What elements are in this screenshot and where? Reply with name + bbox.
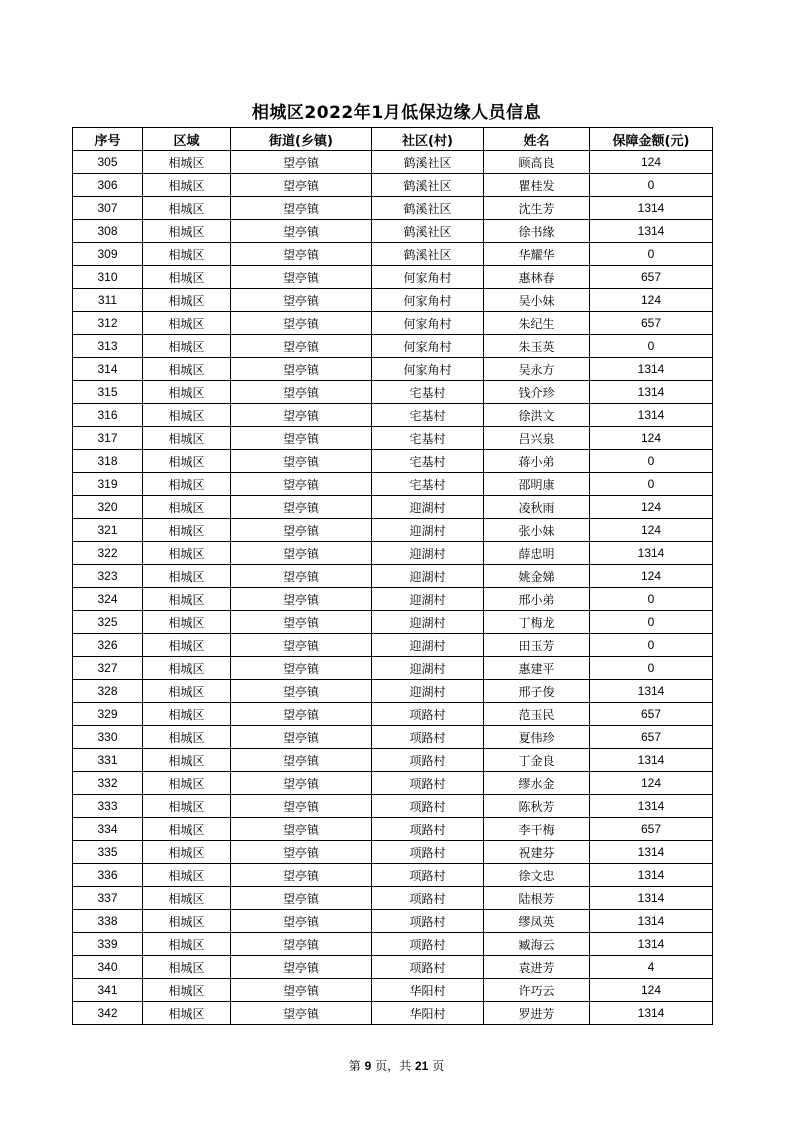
cell-community: 项路村: [372, 749, 484, 772]
cell-community: 迎湖村: [372, 657, 484, 680]
table-row: [73, 450, 713, 473]
cell-amount: 124: [590, 496, 713, 519]
table-row: [73, 1002, 713, 1025]
cell-name: 缪水金: [484, 772, 590, 795]
cell-name: 范玉民: [484, 703, 590, 726]
cell-community: 项路村: [372, 818, 484, 841]
cell-serial: 332: [73, 772, 143, 795]
table-row: [73, 611, 713, 634]
table-row: [73, 887, 713, 910]
cell-serial: 340: [73, 956, 143, 979]
cell-community: 项路村: [372, 933, 484, 956]
cell-community: 宅基村: [372, 404, 484, 427]
table-row: [73, 197, 713, 220]
cell-name: 凌秋雨: [484, 496, 590, 519]
table-row: [73, 496, 713, 519]
cell-name: 吴小妹: [484, 289, 590, 312]
cell-amount: 124: [590, 519, 713, 542]
cell-community: 迎湖村: [372, 519, 484, 542]
cell-community: 项路村: [372, 887, 484, 910]
cell-amount: 0: [590, 588, 713, 611]
cell-name: 朱玉英: [484, 335, 590, 358]
cell-street: 望亭镇: [231, 519, 372, 542]
cell-amount: 657: [590, 818, 713, 841]
page-footer: [0, 1058, 793, 1074]
cell-name: 惠建平: [484, 657, 590, 680]
cell-serial: 320: [73, 496, 143, 519]
cell-street: 望亭镇: [231, 864, 372, 887]
table-row: [73, 588, 713, 611]
cell-name: 袁进芳: [484, 956, 590, 979]
cell-street: 望亭镇: [231, 312, 372, 335]
cell-amount: 657: [590, 266, 713, 289]
cell-serial: 341: [73, 979, 143, 1002]
cell-name: 徐文忠: [484, 864, 590, 887]
table-row: [73, 933, 713, 956]
table-row: [73, 381, 713, 404]
cell-amount: 0: [590, 657, 713, 680]
cell-serial: 318: [73, 450, 143, 473]
cell-district: 相城区: [143, 312, 231, 335]
cell-amount: 1314: [590, 197, 713, 220]
cell-community: 何家角村: [372, 358, 484, 381]
table-row: [73, 703, 713, 726]
cell-district: 相城区: [143, 565, 231, 588]
cell-community: 何家角村: [372, 266, 484, 289]
cell-street: 望亭镇: [231, 611, 372, 634]
cell-serial: 310: [73, 266, 143, 289]
cell-street: 望亭镇: [231, 335, 372, 358]
cell-district: 相城区: [143, 749, 231, 772]
cell-serial: 313: [73, 335, 143, 358]
column-header-amount: 保障金额(元): [590, 128, 713, 151]
cell-street: 望亭镇: [231, 1002, 372, 1025]
table-row: [73, 726, 713, 749]
cell-amount: 1314: [590, 795, 713, 818]
cell-district: 相城区: [143, 404, 231, 427]
cell-street: 望亭镇: [231, 887, 372, 910]
cell-district: 相城区: [143, 703, 231, 726]
cell-amount: 1314: [590, 680, 713, 703]
column-header-community: 社区(村): [372, 128, 484, 151]
cell-community: 项路村: [372, 910, 484, 933]
cell-district: 相城区: [143, 772, 231, 795]
column-header-street: 街道(乡镇): [231, 128, 372, 151]
cell-street: 望亭镇: [231, 772, 372, 795]
cell-amount: 1314: [590, 841, 713, 864]
table-row: [73, 473, 713, 496]
cell-name: 吴永方: [484, 358, 590, 381]
cell-street: 望亭镇: [231, 197, 372, 220]
table-header-row: [73, 128, 713, 151]
data-table: [72, 127, 713, 1025]
cell-serial: 319: [73, 473, 143, 496]
cell-amount: 1314: [590, 220, 713, 243]
cell-serial: 316: [73, 404, 143, 427]
cell-district: 相城区: [143, 381, 231, 404]
cell-street: 望亭镇: [231, 174, 372, 197]
cell-amount: 1314: [590, 358, 713, 381]
cell-serial: 331: [73, 749, 143, 772]
cell-name: 田玉芳: [484, 634, 590, 657]
cell-community: 宅基村: [372, 473, 484, 496]
cell-amount: 1314: [590, 933, 713, 956]
cell-serial: 325: [73, 611, 143, 634]
cell-street: 望亭镇: [231, 841, 372, 864]
cell-name: 邵明康: [484, 473, 590, 496]
cell-name: 陈秋芳: [484, 795, 590, 818]
cell-name: 缪凤英: [484, 910, 590, 933]
table-row: [73, 289, 713, 312]
cell-name: 徐书缘: [484, 220, 590, 243]
cell-name: 祝建芬: [484, 841, 590, 864]
cell-street: 望亭镇: [231, 795, 372, 818]
footer-suffix: 页: [432, 1059, 445, 1073]
table-row: [73, 795, 713, 818]
table-row: [73, 910, 713, 933]
table-row: [73, 427, 713, 450]
cell-name: 张小妹: [484, 519, 590, 542]
cell-street: 望亭镇: [231, 956, 372, 979]
cell-community: 宅基村: [372, 427, 484, 450]
cell-name: 吕兴泉: [484, 427, 590, 450]
cell-district: 相城区: [143, 910, 231, 933]
cell-name: 李干梅: [484, 818, 590, 841]
cell-serial: 306: [73, 174, 143, 197]
cell-name: 臧海云: [484, 933, 590, 956]
cell-amount: 1314: [590, 542, 713, 565]
footer-total-pages: 21: [415, 1059, 429, 1073]
cell-amount: 124: [590, 289, 713, 312]
cell-serial: 308: [73, 220, 143, 243]
cell-serial: 312: [73, 312, 143, 335]
cell-district: 相城区: [143, 542, 231, 565]
column-header-name: 姓名: [484, 128, 590, 151]
cell-serial: 323: [73, 565, 143, 588]
cell-serial: 338: [73, 910, 143, 933]
cell-district: 相城区: [143, 220, 231, 243]
cell-serial: 328: [73, 680, 143, 703]
cell-name: 陆根芳: [484, 887, 590, 910]
cell-serial: 307: [73, 197, 143, 220]
cell-community: 迎湖村: [372, 542, 484, 565]
cell-street: 望亭镇: [231, 496, 372, 519]
cell-serial: 333: [73, 795, 143, 818]
cell-name: 蒋小弟: [484, 450, 590, 473]
cell-amount: 124: [590, 151, 713, 174]
table-row: [73, 749, 713, 772]
cell-serial: 336: [73, 864, 143, 887]
cell-amount: 1314: [590, 887, 713, 910]
cell-district: 相城区: [143, 680, 231, 703]
cell-serial: 326: [73, 634, 143, 657]
table-row: [73, 864, 713, 887]
table-row: [73, 220, 713, 243]
cell-street: 望亭镇: [231, 680, 372, 703]
cell-district: 相城区: [143, 795, 231, 818]
cell-community: 项路村: [372, 956, 484, 979]
cell-district: 相城区: [143, 1002, 231, 1025]
cell-district: 相城区: [143, 289, 231, 312]
cell-name: 邢子俊: [484, 680, 590, 703]
table-row: [73, 979, 713, 1002]
cell-amount: 0: [590, 174, 713, 197]
table-row: [73, 956, 713, 979]
cell-amount: 4: [590, 956, 713, 979]
cell-district: 相城区: [143, 611, 231, 634]
cell-district: 相城区: [143, 519, 231, 542]
cell-serial: 330: [73, 726, 143, 749]
cell-street: 望亭镇: [231, 243, 372, 266]
cell-district: 相城区: [143, 151, 231, 174]
cell-amount: 657: [590, 703, 713, 726]
cell-amount: 0: [590, 450, 713, 473]
table-row: [73, 243, 713, 266]
cell-amount: 124: [590, 427, 713, 450]
footer-prefix: 第: [348, 1059, 361, 1073]
table-row: [73, 818, 713, 841]
cell-street: 望亭镇: [231, 726, 372, 749]
cell-district: 相城区: [143, 818, 231, 841]
cell-district: 相城区: [143, 496, 231, 519]
cell-name: 顾高良: [484, 151, 590, 174]
cell-name: 许巧云: [484, 979, 590, 1002]
cell-name: 沈生芳: [484, 197, 590, 220]
table-row: [73, 657, 713, 680]
table-row: [73, 519, 713, 542]
cell-community: 迎湖村: [372, 565, 484, 588]
cell-name: 丁梅龙: [484, 611, 590, 634]
cell-community: 华阳村: [372, 979, 484, 1002]
cell-serial: 324: [73, 588, 143, 611]
cell-district: 相城区: [143, 335, 231, 358]
cell-serial: 322: [73, 542, 143, 565]
cell-street: 望亭镇: [231, 450, 372, 473]
table-row: [73, 404, 713, 427]
cell-serial: 334: [73, 818, 143, 841]
cell-district: 相城区: [143, 197, 231, 220]
cell-community: 项路村: [372, 841, 484, 864]
cell-amount: 657: [590, 726, 713, 749]
cell-district: 相城区: [143, 956, 231, 979]
cell-street: 望亭镇: [231, 933, 372, 956]
cell-community: 项路村: [372, 772, 484, 795]
cell-serial: 314: [73, 358, 143, 381]
cell-community: 项路村: [372, 864, 484, 887]
cell-street: 望亭镇: [231, 542, 372, 565]
cell-street: 望亭镇: [231, 565, 372, 588]
cell-street: 望亭镇: [231, 657, 372, 680]
column-header-district: 区域: [143, 128, 231, 151]
cell-street: 望亭镇: [231, 151, 372, 174]
cell-street: 望亭镇: [231, 381, 372, 404]
cell-district: 相城区: [143, 726, 231, 749]
cell-amount: 124: [590, 565, 713, 588]
cell-district: 相城区: [143, 634, 231, 657]
table-row: [73, 841, 713, 864]
cell-amount: 124: [590, 979, 713, 1002]
cell-district: 相城区: [143, 588, 231, 611]
cell-street: 望亭镇: [231, 910, 372, 933]
cell-amount: 1314: [590, 381, 713, 404]
cell-district: 相城区: [143, 427, 231, 450]
cell-district: 相城区: [143, 657, 231, 680]
cell-amount: 0: [590, 243, 713, 266]
cell-serial: 335: [73, 841, 143, 864]
cell-community: 迎湖村: [372, 611, 484, 634]
cell-street: 望亭镇: [231, 358, 372, 381]
cell-amount: 0: [590, 611, 713, 634]
table-row: [73, 335, 713, 358]
cell-amount: 0: [590, 335, 713, 358]
cell-district: 相城区: [143, 266, 231, 289]
column-header-serial: 序号: [73, 128, 143, 151]
cell-name: 钱介珍: [484, 381, 590, 404]
cell-community: 鹤溪社区: [372, 243, 484, 266]
table-row: [73, 358, 713, 381]
cell-community: 何家角村: [372, 289, 484, 312]
table-row: [73, 174, 713, 197]
cell-district: 相城区: [143, 887, 231, 910]
cell-street: 望亭镇: [231, 588, 372, 611]
cell-district: 相城区: [143, 174, 231, 197]
table-row: [73, 266, 713, 289]
cell-name: 姚金娣: [484, 565, 590, 588]
cell-amount: 1314: [590, 404, 713, 427]
cell-district: 相城区: [143, 979, 231, 1002]
cell-community: 迎湖村: [372, 680, 484, 703]
table-row: [73, 680, 713, 703]
cell-street: 望亭镇: [231, 404, 372, 427]
cell-name: 朱纪生: [484, 312, 590, 335]
cell-serial: 317: [73, 427, 143, 450]
cell-name: 邢小弟: [484, 588, 590, 611]
cell-amount: 657: [590, 312, 713, 335]
cell-district: 相城区: [143, 864, 231, 887]
page-title: 相城区2022年1月低保边缘人员信息: [251, 103, 542, 123]
cell-community: 迎湖村: [372, 496, 484, 519]
cell-district: 相城区: [143, 450, 231, 473]
cell-community: 宅基村: [372, 381, 484, 404]
cell-serial: 311: [73, 289, 143, 312]
table-row: [73, 312, 713, 335]
cell-name: 薛忠明: [484, 542, 590, 565]
cell-amount: 1314: [590, 864, 713, 887]
cell-community: 项路村: [372, 726, 484, 749]
table-row: [73, 151, 713, 174]
cell-name: 瞿桂发: [484, 174, 590, 197]
cell-district: 相城区: [143, 473, 231, 496]
table-row: [73, 542, 713, 565]
cell-amount: 1314: [590, 749, 713, 772]
cell-name: 惠林春: [484, 266, 590, 289]
cell-community: 项路村: [372, 795, 484, 818]
table-row: [73, 772, 713, 795]
cell-community: 迎湖村: [372, 634, 484, 657]
cell-street: 望亭镇: [231, 979, 372, 1002]
cell-community: 迎湖村: [372, 588, 484, 611]
cell-district: 相城区: [143, 243, 231, 266]
cell-community: 项路村: [372, 703, 484, 726]
cell-district: 相城区: [143, 841, 231, 864]
cell-community: 鹤溪社区: [372, 220, 484, 243]
cell-serial: 321: [73, 519, 143, 542]
cell-amount: 0: [590, 473, 713, 496]
cell-amount: 124: [590, 772, 713, 795]
cell-amount: 1314: [590, 1002, 713, 1025]
cell-community: 宅基村: [372, 450, 484, 473]
cell-street: 望亭镇: [231, 220, 372, 243]
cell-serial: 337: [73, 887, 143, 910]
cell-street: 望亭镇: [231, 427, 372, 450]
cell-serial: 339: [73, 933, 143, 956]
cell-community: 鹤溪社区: [372, 151, 484, 174]
table-row: [73, 634, 713, 657]
cell-community: 何家角村: [372, 312, 484, 335]
cell-street: 望亭镇: [231, 818, 372, 841]
cell-community: 鹤溪社区: [372, 197, 484, 220]
cell-street: 望亭镇: [231, 749, 372, 772]
cell-name: 丁金良: [484, 749, 590, 772]
cell-street: 望亭镇: [231, 703, 372, 726]
footer-middle: 页，共: [375, 1059, 412, 1073]
cell-serial: 305: [73, 151, 143, 174]
cell-name: 夏伟珍: [484, 726, 590, 749]
cell-street: 望亭镇: [231, 473, 372, 496]
cell-serial: 329: [73, 703, 143, 726]
cell-name: 华耀华: [484, 243, 590, 266]
cell-district: 相城区: [143, 933, 231, 956]
cell-street: 望亭镇: [231, 266, 372, 289]
cell-street: 望亭镇: [231, 289, 372, 312]
cell-amount: 0: [590, 634, 713, 657]
cell-serial: 342: [73, 1002, 143, 1025]
cell-community: 何家角村: [372, 335, 484, 358]
cell-street: 望亭镇: [231, 634, 372, 657]
cell-name: 罗进芳: [484, 1002, 590, 1025]
cell-serial: 309: [73, 243, 143, 266]
cell-community: 华阳村: [372, 1002, 484, 1025]
cell-serial: 327: [73, 657, 143, 680]
table-row: [73, 565, 713, 588]
cell-amount: 1314: [590, 910, 713, 933]
cell-serial: 315: [73, 381, 143, 404]
footer-page-number: 9: [364, 1059, 372, 1073]
cell-community: 鹤溪社区: [372, 174, 484, 197]
cell-district: 相城区: [143, 358, 231, 381]
cell-name: 徐洪文: [484, 404, 590, 427]
